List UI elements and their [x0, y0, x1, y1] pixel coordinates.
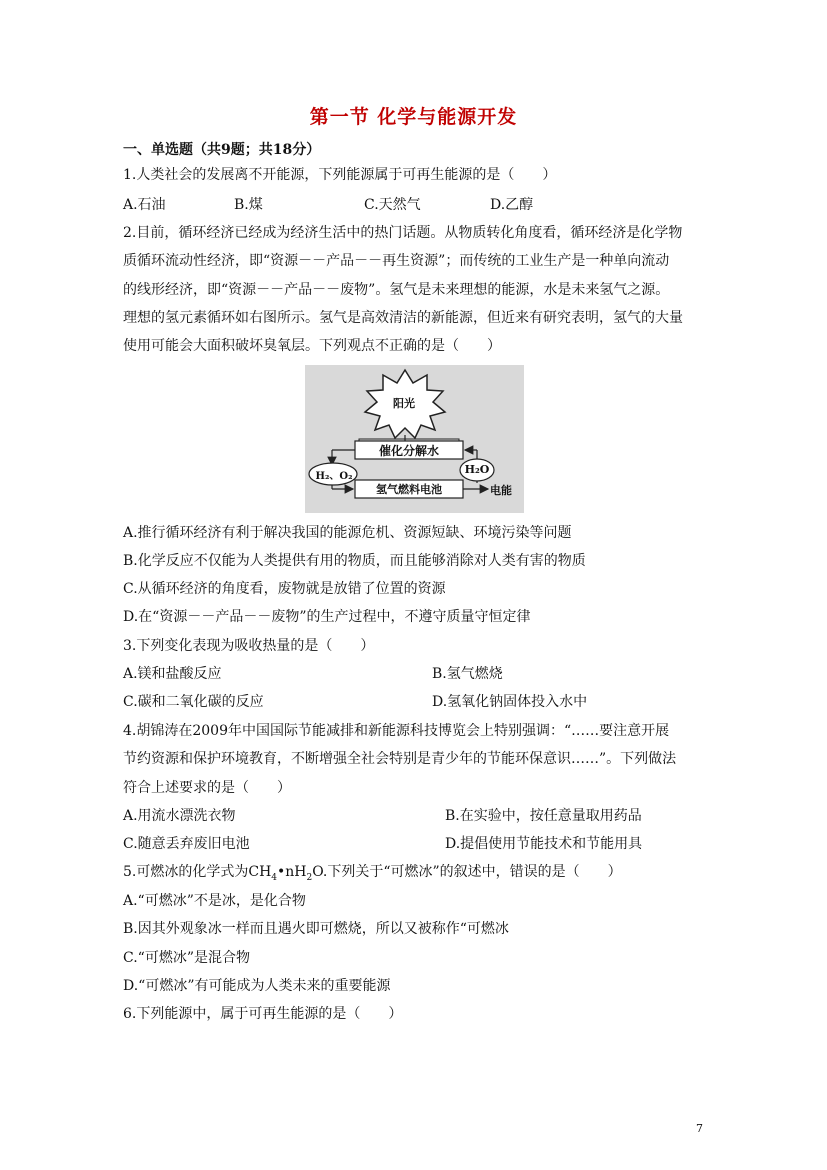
q5-option-c: C.“可燃冰”是混合物 [123, 950, 250, 966]
question-2-line-1: 2.目前，循环经济已经成为经济生活中的热门话题。从物质转化角度看，循环经济是化学物 [123, 225, 683, 241]
question-3-stem: 3.下列变化表现为吸收热量的是（ ） [123, 638, 375, 654]
q3-option-a: A.镁和盐酸反应 [123, 666, 222, 682]
question-2-line-2: 质循环流动性经济，即“资源－－产品－－再生资源”；而传统的工业生产是一种单向流动 [123, 253, 670, 269]
q1-option-c: C.天然气 [364, 197, 421, 213]
q5-option-b: B.因其外观象冰一样而且遇火即可燃烧，所以又被称作“可燃冰 [123, 921, 509, 937]
q5-option-a: A.“可燃冰”不是冰，是化合物 [123, 893, 306, 909]
question-4-line-3: 符合上述要求的是（ ） [123, 780, 291, 796]
diagram-right-label: H₂O [464, 463, 490, 476]
q4-option-c: C.随意丢弃废旧电池 [123, 836, 250, 852]
q1-option-a: A.石油 [123, 197, 166, 213]
q2-option-d: D.在“资源－－产品－－废物”的生产过程中，不遵守质量守恒定律 [123, 609, 531, 625]
question-5-stem [123, 862, 622, 888]
q3-option-b: B.氢气燃烧 [432, 666, 503, 682]
q1-option-b: B.煤 [234, 197, 263, 213]
q2-option-b: B.化学反应不仅能为人类提供有用的物质，而且能够消除对人类有害的物质 [123, 553, 586, 569]
question-6-stem: 6.下列能源中，属于可再生能源的是（ ） [123, 1006, 403, 1022]
hydrogen-cycle-diagram [305, 365, 524, 513]
diagram-output-label: 电能 [490, 484, 512, 497]
q4-option-b: B.在实验中，按任意量取用药品 [445, 808, 642, 824]
page-title: 第一节 化学与能源开发 [309, 106, 518, 128]
q5-stem-pre: 5.可燃冰的化学式为CH [123, 864, 272, 880]
q2-option-c: C.从循环经济的角度看，废物就是放错了位置的资源 [123, 581, 446, 597]
q3-option-d: D.氢氧化钠固体投入水中 [432, 694, 588, 710]
q4-option-a: A.用流水漂洗衣物 [123, 808, 236, 824]
q5-stem-post: O.下列关于“可燃冰”的叙述中，错误的是（ ） [312, 864, 622, 880]
diagram-bottom-box-label: 氢气燃料电池 [376, 483, 442, 496]
q1-option-d: D.乙醇 [490, 197, 534, 213]
question-2-line-3: 的线形经济，即“资源－－产品－－废物”。氢气是未来理想的能源，水是未来氢气之源。 [123, 282, 670, 298]
diagram-left-label: H₂、O₂ [315, 471, 353, 482]
question-2-line-4: 理想的氢元素循环如右图所示。氢气是高效清洁的新能源，但近来有研究表明，氢气的大量 [123, 310, 683, 326]
question-2-line-5: 使用可能会大面积破坏臭氧层。下列观点不正确的是（ ） [123, 338, 501, 354]
q4-option-d: D.提倡使用节能技术和节能用具 [445, 836, 643, 852]
section-heading: 一、单选题（共9题；共18分） [123, 142, 321, 158]
q2-option-a: A.推行循环经济有利于解决我国的能源危机、资源短缺、环境污染等问题 [123, 525, 572, 541]
q5-subscript-1: 4 [271, 872, 278, 883]
question-4-line-2: 节约资源和保护环境教育，不断增强全社会特别是青少年的节能环保意识……”。下列做法 [123, 751, 677, 767]
q5-stem-mid: •nH [277, 864, 307, 880]
q5-option-d: D.“可燃冰”有可能成为人类未来的重要能源 [123, 978, 391, 994]
page-number: 7 [696, 1122, 703, 1135]
q3-option-c: C.碳和二氧化碳的反应 [123, 694, 264, 710]
diagram-top-box-label: 催化分解水 [378, 444, 439, 458]
q5-subscript-2: 2 [306, 872, 313, 883]
diagram-sun-label: 阳光 [393, 397, 415, 410]
question-1-stem: 1.人类社会的发展离不开能源，下列能源属于可再生能源的是（ ） [123, 167, 557, 183]
question-4-line-1: 4.胡锦涛在2009年中国国际节能减排和新能源科技博览会上特别强调：“……要注意开展 [123, 723, 670, 739]
